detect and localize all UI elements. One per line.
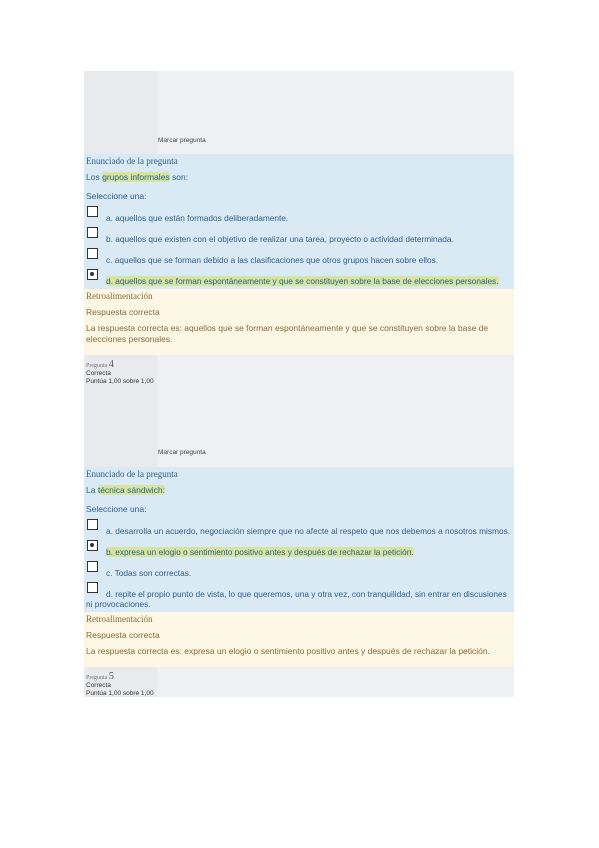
option-a[interactable]: a. desarrolla un acuerdo, negociación siempre que no afecte al respeto que nos debemos a nosotros mismos. — [86, 526, 512, 536]
feedback-status: Respuesta correcta — [86, 630, 160, 640]
feedback-label: Retroalimentación — [86, 291, 153, 301]
question-formulation-3 — [84, 154, 514, 289]
option-c[interactable]: c. aquellos que se forman debido a las clasificaciones que otros grupos hacen sobre ellos. — [86, 255, 512, 265]
correct-answer-text: La respuesta correcta es: aquellos que se forman espontáneamente y que se constituyen sobre la base de elecciones personales. — [86, 323, 489, 344]
flag-question-link[interactable]: Marcar pregunta — [158, 449, 206, 456]
question-info-4 — [84, 355, 514, 467]
correct-answer-text: La respuesta correcta es: expresa un elogio o sentimiento positivo antes y después de rechazar la petición. — [86, 646, 490, 656]
radio-d-selected[interactable] — [87, 269, 98, 280]
radio-b[interactable] — [87, 227, 98, 238]
answer-options — [86, 213, 512, 286]
option-b[interactable]: b. aquellos que existen con el objetivo de realizar una tarea, proyecto o actividad determinada. — [86, 234, 512, 244]
question-number: Pregunta 4 — [86, 359, 114, 370]
formulation-label: Enunciado de la pregunta — [86, 469, 178, 479]
flag-question-link[interactable]: Marcar pregunta — [158, 137, 206, 144]
option-c[interactable]: c. Todas son correctas. — [86, 568, 512, 578]
select-prompt: Seleccione una: — [86, 504, 147, 514]
question-grade: Puntúa 1,00 sobre 1,00 — [86, 378, 154, 385]
question-formulation-4 — [84, 467, 514, 612]
question-info-5 — [84, 667, 514, 697]
quiz-review-page — [84, 71, 514, 697]
option-d[interactable]: d. aquellos que se forman espontáneamente y que se constituyen sobre la base de elecciones personales. — [86, 276, 512, 286]
feedback-4 — [84, 612, 514, 667]
question-state: Correcta — [86, 370, 111, 377]
formulation-label: Enunciado de la pregunta — [86, 156, 178, 166]
radio-b-selected[interactable] — [87, 540, 98, 551]
option-a[interactable]: a. aquellos que están formados deliberadamente. — [86, 213, 512, 223]
question-info-3 — [84, 71, 514, 154]
question-state: Correcta — [86, 682, 111, 689]
question-number: Pregunta 5 — [86, 671, 114, 682]
radio-c[interactable] — [87, 561, 98, 572]
radio-c[interactable] — [87, 248, 98, 259]
feedback-status: Respuesta correcta — [86, 307, 160, 317]
feedback-3 — [84, 289, 514, 355]
question-text: La técnica sándwich: — [86, 485, 165, 495]
radio-a[interactable] — [87, 206, 98, 217]
option-d[interactable]: d. repite el propio punto de vista, lo que queremos, una y otra vez, con tranquilidad, sin entrar en discusiones ni provocaciones. — [86, 589, 512, 609]
question-grade: Puntúa 1,00 sobre 1,00 — [86, 690, 154, 697]
answer-options — [86, 526, 512, 609]
radio-a[interactable] — [87, 519, 98, 530]
select-prompt: Seleccione una: — [86, 191, 147, 201]
radio-d[interactable] — [87, 582, 98, 593]
question-text: Los grupos informales son: — [86, 172, 189, 182]
option-b[interactable]: b. expresa un elogio o sentimiento positivo antes y después de rechazar la petición. — [86, 547, 512, 557]
feedback-label: Retroalimentación — [86, 614, 153, 624]
